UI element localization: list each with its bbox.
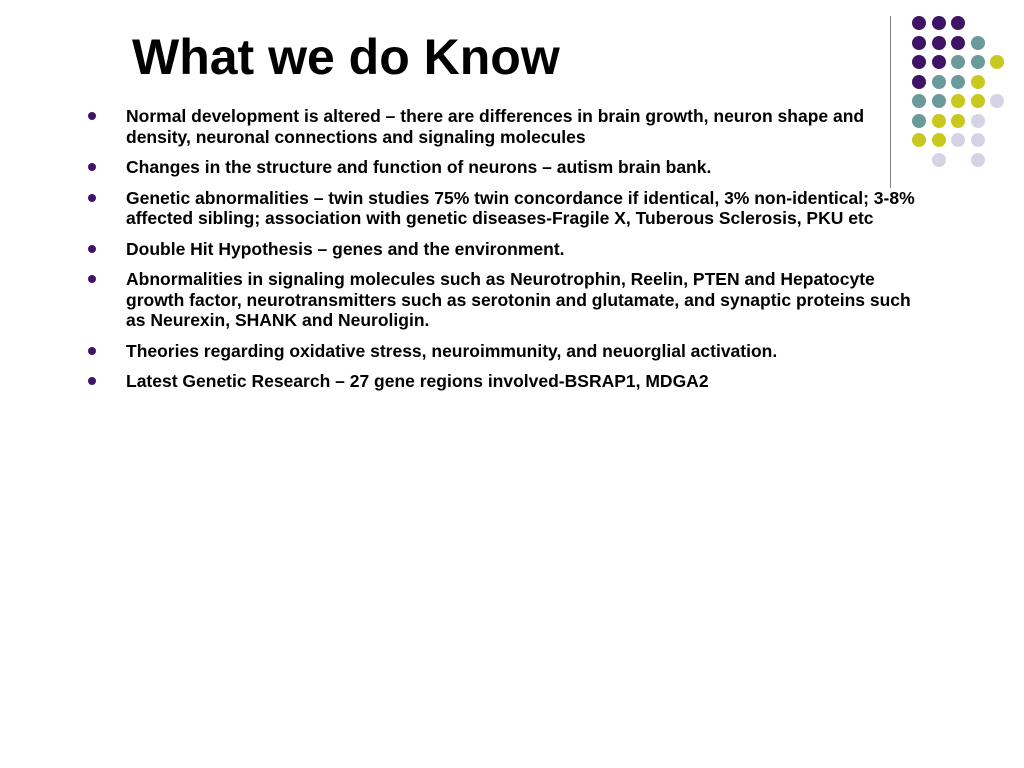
bullet-text: Theories regarding oxidative stress, neuroimmunity, and neuorglial activation. (126, 340, 778, 361)
decorative-dot-purple (932, 55, 946, 69)
bullet-dot-icon (88, 245, 96, 253)
decorative-dot-purple (912, 36, 926, 50)
decorative-dot-teal (951, 75, 965, 89)
decorative-dot-lavender (932, 153, 946, 167)
slide-title: What we do Know (132, 29, 560, 85)
bullet-text: Genetic abnormalities – twin studies 75% twin concordance if identical, 3% non-identical; 3-8% affected sibling; association with genetic diseases-Fragile X, Tuberous Sclerosis, PKU etc (126, 187, 915, 228)
bullet-item (88, 188, 928, 229)
decorative-dot-purple (912, 75, 926, 89)
bullet-item (88, 371, 928, 392)
decorative-dot-lavender (990, 94, 1004, 108)
bullet-dot-icon (88, 275, 96, 283)
bullet-dot-icon (88, 377, 96, 385)
decorative-dot-yellow (932, 114, 946, 128)
bullet-item (88, 341, 928, 362)
decorative-dot-teal (951, 55, 965, 69)
bullet-item (88, 106, 928, 147)
decorative-dot-purple (932, 16, 946, 30)
bullet-item (88, 157, 928, 178)
decorative-dot-yellow (932, 133, 946, 147)
bullet-dot-icon (88, 194, 96, 202)
bullet-text: Changes in the structure and function of neurons – autism brain bank. (126, 157, 712, 177)
decorative-dot-teal (971, 36, 985, 50)
decorative-dot-purple (951, 36, 965, 50)
decorative-dot-lavender (971, 153, 985, 167)
decorative-dot-purple (932, 36, 946, 50)
bullet-list (88, 106, 928, 402)
decorative-dot-purple (912, 16, 926, 30)
bullet-text: Abnormalities in signaling molecules such as Neurotrophin, Reelin, PTEN and Hepatocyte growth factor, neurotransmitters such as serotonin and glutamate, and synaptic proteins such as Neurexin, SHANK and Neuroligin. (126, 269, 911, 330)
bullet-dot-icon (88, 112, 96, 120)
decorative-dot-teal (932, 94, 946, 108)
bullet-text: Normal development is altered – there are differences in brain growth, neuron shape and density, neuronal connections and signaling molecules (126, 106, 865, 147)
decorative-dot-teal (932, 75, 946, 89)
bullet-item (88, 239, 928, 260)
decorative-dot-yellow (951, 114, 965, 128)
decorative-dot-purple (951, 16, 965, 30)
decorative-dot-yellow (951, 94, 965, 108)
bullet-text: Latest Genetic Research – 27 gene regions involved-BSRAP1, MDGA2 (126, 371, 709, 391)
decorative-dot-yellow (971, 94, 985, 108)
bullet-item (88, 269, 928, 331)
decorative-dot-purple (912, 55, 926, 69)
decorative-dot-yellow (990, 55, 1004, 69)
decorative-dot-yellow (971, 75, 985, 89)
decorative-dot-lavender (971, 114, 985, 128)
bullet-dot-icon (88, 347, 96, 355)
bullet-dot-icon (88, 163, 96, 171)
decorative-dot-lavender (971, 133, 985, 147)
bullet-text: Double Hit Hypothesis – genes and the environment. (126, 238, 565, 259)
decorative-dot-teal (971, 55, 985, 69)
decorative-dot-lavender (951, 133, 965, 147)
